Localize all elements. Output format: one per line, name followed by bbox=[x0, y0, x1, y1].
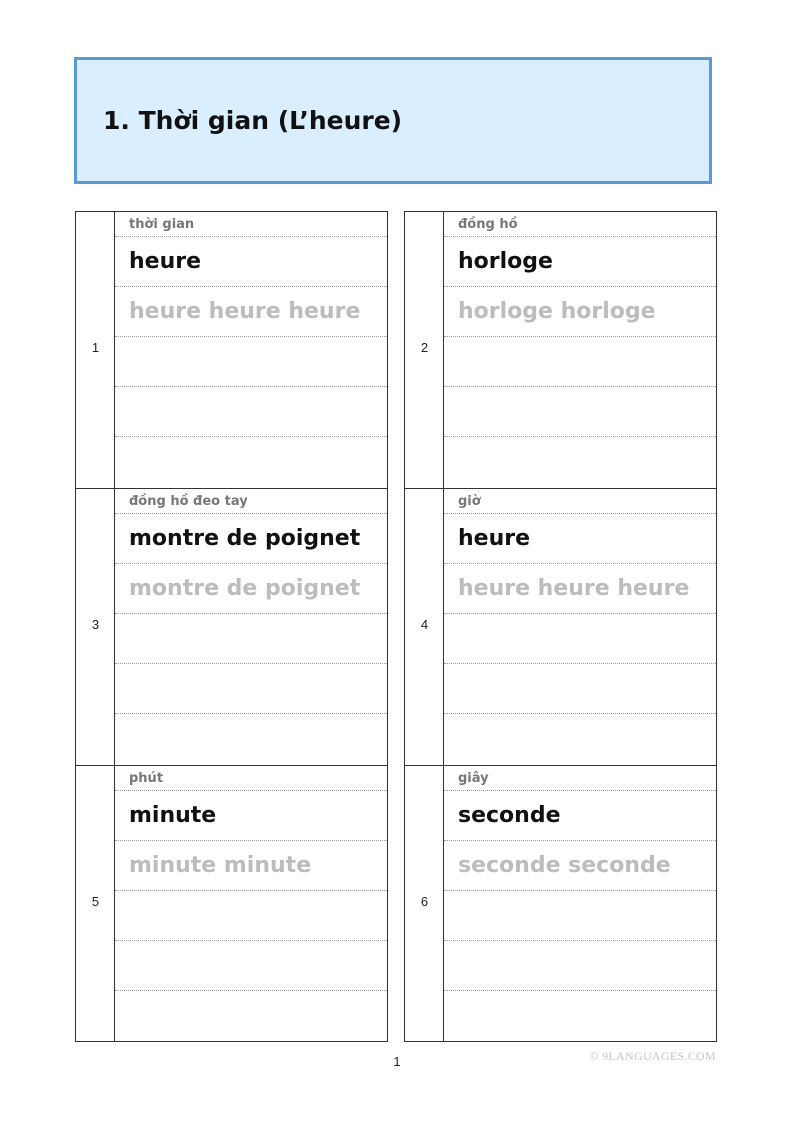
vocab-card-1 bbox=[75, 211, 388, 488]
tracing-text: minute minute bbox=[129, 853, 312, 878]
tracing-text: montre de poignet bbox=[129, 576, 361, 601]
card-content bbox=[115, 766, 387, 1041]
french-word: heure bbox=[458, 526, 531, 551]
vocab-card-2 bbox=[404, 211, 717, 488]
word-row bbox=[444, 791, 716, 841]
card-number-column bbox=[405, 212, 444, 488]
practice-line bbox=[115, 387, 387, 437]
card-number: 1 bbox=[91, 340, 100, 355]
trace-row bbox=[444, 564, 716, 614]
card-number: 5 bbox=[91, 894, 100, 909]
vietnamese-hint: giờ bbox=[458, 494, 481, 509]
vietnamese-hint: đồng hồ đeo tay bbox=[129, 494, 248, 509]
vocab-card-3 bbox=[75, 488, 388, 765]
practice-line bbox=[444, 664, 716, 714]
hint-row bbox=[115, 766, 387, 791]
french-word: minute bbox=[129, 803, 217, 828]
trace-row bbox=[115, 841, 387, 891]
vocab-card-4 bbox=[404, 488, 717, 765]
vocab-card-6 bbox=[404, 765, 717, 1042]
card-number: 3 bbox=[91, 617, 100, 632]
practice-line bbox=[115, 991, 387, 1043]
practice-line bbox=[115, 437, 387, 489]
hint-row bbox=[444, 766, 716, 791]
french-word: seconde bbox=[458, 803, 561, 828]
card-content bbox=[115, 489, 387, 765]
card-number-column bbox=[76, 489, 115, 765]
word-row bbox=[115, 514, 387, 564]
practice-line bbox=[444, 714, 716, 766]
hint-row bbox=[115, 212, 387, 237]
card-number-column bbox=[405, 766, 444, 1041]
title-box bbox=[74, 57, 712, 184]
word-row bbox=[444, 237, 716, 287]
practice-line bbox=[115, 941, 387, 991]
practice-line bbox=[444, 891, 716, 941]
trace-row bbox=[444, 287, 716, 337]
tracing-text: heure heure heure bbox=[129, 299, 361, 324]
french-word: heure bbox=[129, 249, 202, 274]
practice-line bbox=[444, 337, 716, 387]
word-row bbox=[444, 514, 716, 564]
vietnamese-hint: đồng hồ bbox=[458, 217, 518, 232]
tracing-text: seconde seconde bbox=[458, 853, 671, 878]
hint-row bbox=[444, 212, 716, 237]
hint-row bbox=[444, 489, 716, 514]
practice-line bbox=[115, 614, 387, 664]
card-number: 6 bbox=[420, 894, 429, 909]
practice-line bbox=[444, 437, 716, 489]
card-number-column bbox=[405, 489, 444, 765]
vietnamese-hint: phút bbox=[129, 771, 164, 786]
practice-line bbox=[444, 941, 716, 991]
card-content bbox=[444, 212, 716, 488]
copyright-notice: © 9LANGUAGES.COM bbox=[589, 1049, 716, 1063]
practice-line bbox=[444, 387, 716, 437]
practice-line bbox=[444, 614, 716, 664]
practice-line bbox=[115, 664, 387, 714]
card-content bbox=[444, 766, 716, 1041]
practice-line bbox=[444, 991, 716, 1043]
trace-row bbox=[115, 287, 387, 337]
practice-line bbox=[115, 714, 387, 766]
word-row bbox=[115, 237, 387, 287]
card-number-column bbox=[76, 766, 115, 1041]
page-number: 1 bbox=[393, 1054, 401, 1069]
vietnamese-hint: giây bbox=[458, 771, 489, 786]
tracing-text: horloge horloge bbox=[458, 299, 656, 324]
vocab-card-5 bbox=[75, 765, 388, 1042]
trace-row bbox=[444, 841, 716, 891]
practice-line bbox=[115, 891, 387, 941]
page-title: 1. Thời gian (L’heure) bbox=[103, 106, 403, 135]
card-number-column bbox=[76, 212, 115, 488]
word-row bbox=[115, 791, 387, 841]
trace-row bbox=[115, 564, 387, 614]
card-content bbox=[444, 489, 716, 765]
hint-row bbox=[115, 489, 387, 514]
card-number: 4 bbox=[420, 617, 429, 632]
card-content bbox=[115, 212, 387, 488]
vietnamese-hint: thời gian bbox=[129, 217, 195, 232]
french-word: horloge bbox=[458, 249, 553, 274]
practice-line bbox=[115, 337, 387, 387]
french-word: montre de poignet bbox=[129, 526, 361, 551]
tracing-text: heure heure heure bbox=[458, 576, 690, 601]
card-number: 2 bbox=[420, 340, 429, 355]
